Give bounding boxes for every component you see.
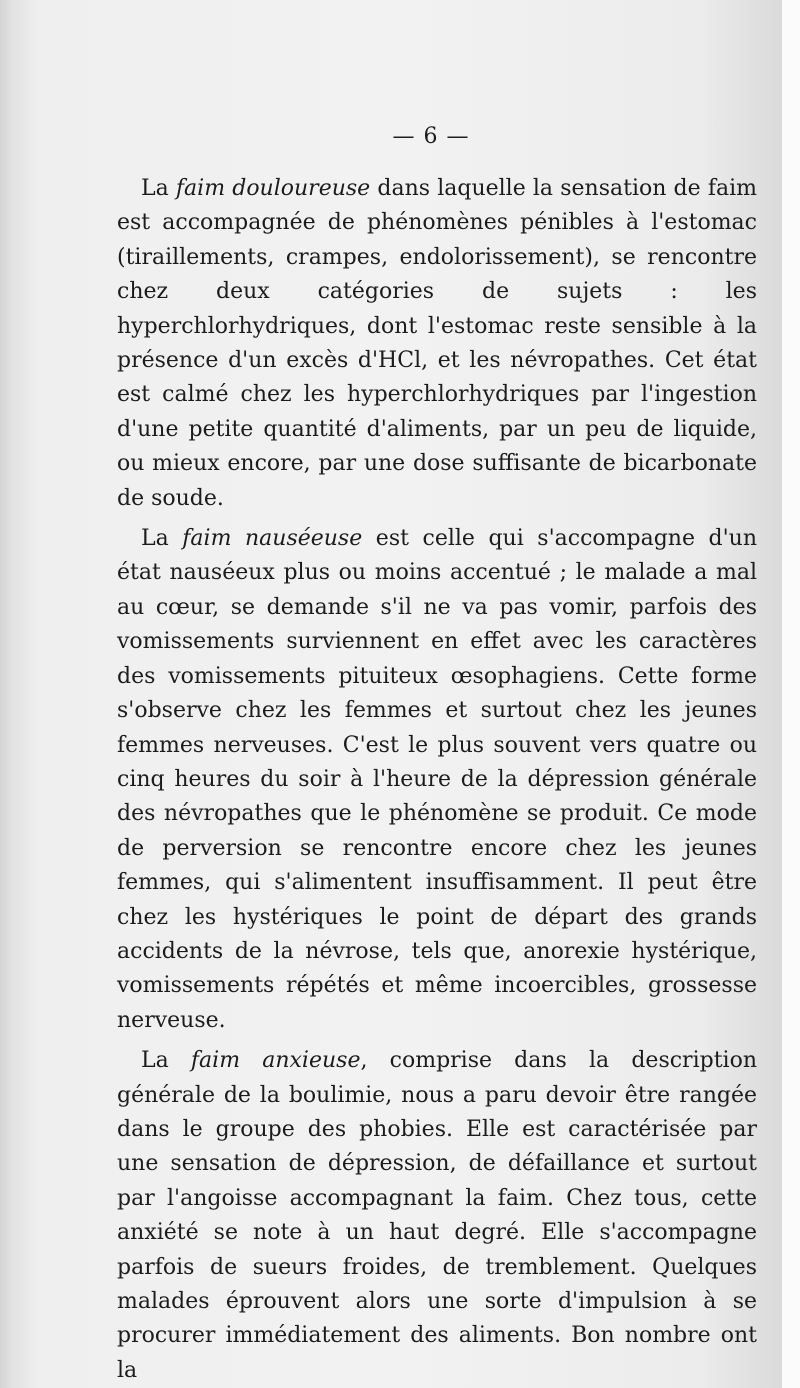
paragraph-text: dans laquelle la sensation de faim est accompagnée de phénomènes pénibles à l'estomac (tiraillements, crampes, endolorissement), se rencontre chez deux catégories de sujets : les hyperchlorhydriques, dont l'estomac reste sensible à la présence d'un excès d'HCl, et les névropathes. Cet état est calmé chez les hyperchlorhydriques par l'ingestion d'une petite quantité d'aliments, par un peu de liquide, ou mieux encore, par une dose suffisante de bicarbonate de soude. xyxy=(117,176,757,511)
paragraph-text: est celle qui s'accompagne d'un état nauséeux plus ou moins accentué ; le malade a mal au cœur, se demande s'il ne va pas vomir, parfois des vomissements surviennent en effet avec les caractères des vomissements pituiteux œsophagiens. Cette forme s'observe chez les femmes et surtout chez les jeunes femmes nerveuses. C'est le plus souvent vers quatre ou cinq heures du soir à l'heure de la dépression générale des névropathes que le phénomène se produit. Ce mode de perversion se rencontre encore chez les jeunes femmes, qui s'alimentent insuffisamment. Il peut être chez les hystériques le point de départ des grands accidents de la névrose, tels que, anorexie hystérique, vomissements répétés et même incoercibles, grossesse nerveuse. xyxy=(117,526,757,1033)
italic-term: faim nauséeuse xyxy=(182,526,363,552)
paragraph-lead: La xyxy=(141,526,183,552)
paragraph-text: , comprise dans la description générale de la boulimie, nous a paru devoir être rangée dans le groupe des phobies. Elle est caractérisée par une sensation de dépression, de défaillance et surtout par l'angoisse accompagnant la faim. Chez tous, cette anxiété se note à un haut degré. Elle s'accompagne parfois de sueurs froides, de tremblement. Quelques malades éprouvent alors une sorte d'impulsion à se procurer immédiatement des aliments. Bon nombre ont la xyxy=(117,1048,757,1383)
paragraph-faim-anxieuse xyxy=(117,1044,757,1388)
paragraph-lead: La xyxy=(141,176,176,201)
italic-term: faim anxieuse xyxy=(190,1048,361,1074)
page-number: — 6 — xyxy=(392,124,470,149)
paragraph-lead: La xyxy=(141,1048,191,1074)
italic-term: faim douloureuse xyxy=(175,176,371,201)
page-body xyxy=(117,172,757,1388)
paragraph-faim-douloureuse xyxy=(117,172,757,516)
paragraph-faim-nauseeuse xyxy=(117,522,757,1038)
page-edge xyxy=(782,0,800,1388)
